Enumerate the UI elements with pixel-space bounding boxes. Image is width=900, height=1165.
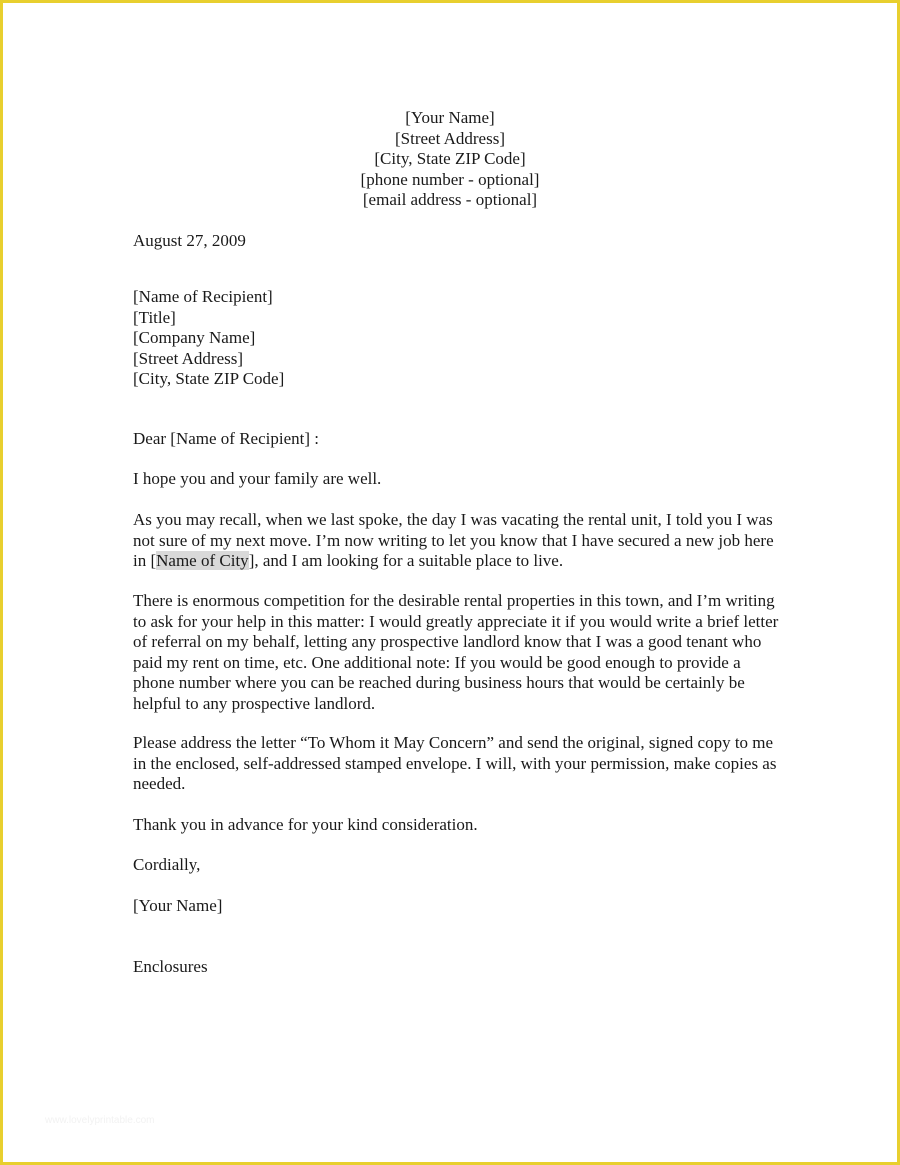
recipient-company: [Company Name]	[133, 328, 256, 347]
paragraph-thanks: Thank you in advance for your kind consideration.	[133, 815, 478, 834]
sender-city-state-zip: [City, State ZIP Code]	[374, 149, 526, 168]
salutation: Dear [Name of Recipient] :	[133, 429, 319, 448]
enclosures-note: Enclosures	[133, 957, 208, 976]
paragraph-new-job-text-after: ], and I am looking for a suitable place to live.	[248, 551, 564, 570]
letter-date: August 27, 2009	[133, 231, 246, 250]
recipient-title: [Title]	[133, 307, 176, 327]
city-placeholder-highlight: Name of City	[156, 551, 249, 570]
sender-street: [Street Address]	[394, 128, 505, 148]
closing: Cordially,	[133, 855, 201, 874]
recipient-name: [Name of Recipient]	[133, 287, 273, 306]
sender-name: [Your Name]	[405, 108, 495, 127]
watermark: www.lovelyprintable.com	[45, 1115, 155, 1126]
paragraph-referral-request: There is enormous competition for the desirable rental properties in this town, and I’m writing to ask for your help in this matter: I would greatly appreciate it if you would write a brief letter of referral on my behalf, letting any prospective landlord know that I was a good tenant who paid my rent on time, etc. One additional note: If you would be good enough to provide a phone number where you can be reached during business hours that would be certainly be helpful to any prospective landlord.	[133, 591, 779, 713]
recipient-address-block	[133, 287, 783, 390]
recipient-street: [Street Address]	[133, 348, 244, 368]
sender-address-block	[3, 108, 897, 211]
signature-name: [Your Name]	[133, 896, 223, 915]
paragraph-new-job	[133, 510, 783, 572]
sender-phone: [phone number - optional]	[360, 169, 540, 189]
paragraph-greeting: I hope you and your family are well.	[133, 469, 382, 488]
sender-email: [email address - optional]	[362, 190, 538, 209]
paragraph-new-job-text-before: As you may recall, when we last spoke, the day I was vacating the rental unit, I told you I was not sure of my next move. I’m now writing to let you know that I have secured a new job here in [	[133, 510, 774, 570]
recipient-city-state-zip: [City, State ZIP Code]	[133, 369, 285, 388]
paragraph-instructions: Please address the letter “To Whom it May Concern” and send the original, signed copy to me in the enclosed, self-addressed stamped envelope. I will, with your permission, make copies as needed.	[133, 733, 777, 793]
